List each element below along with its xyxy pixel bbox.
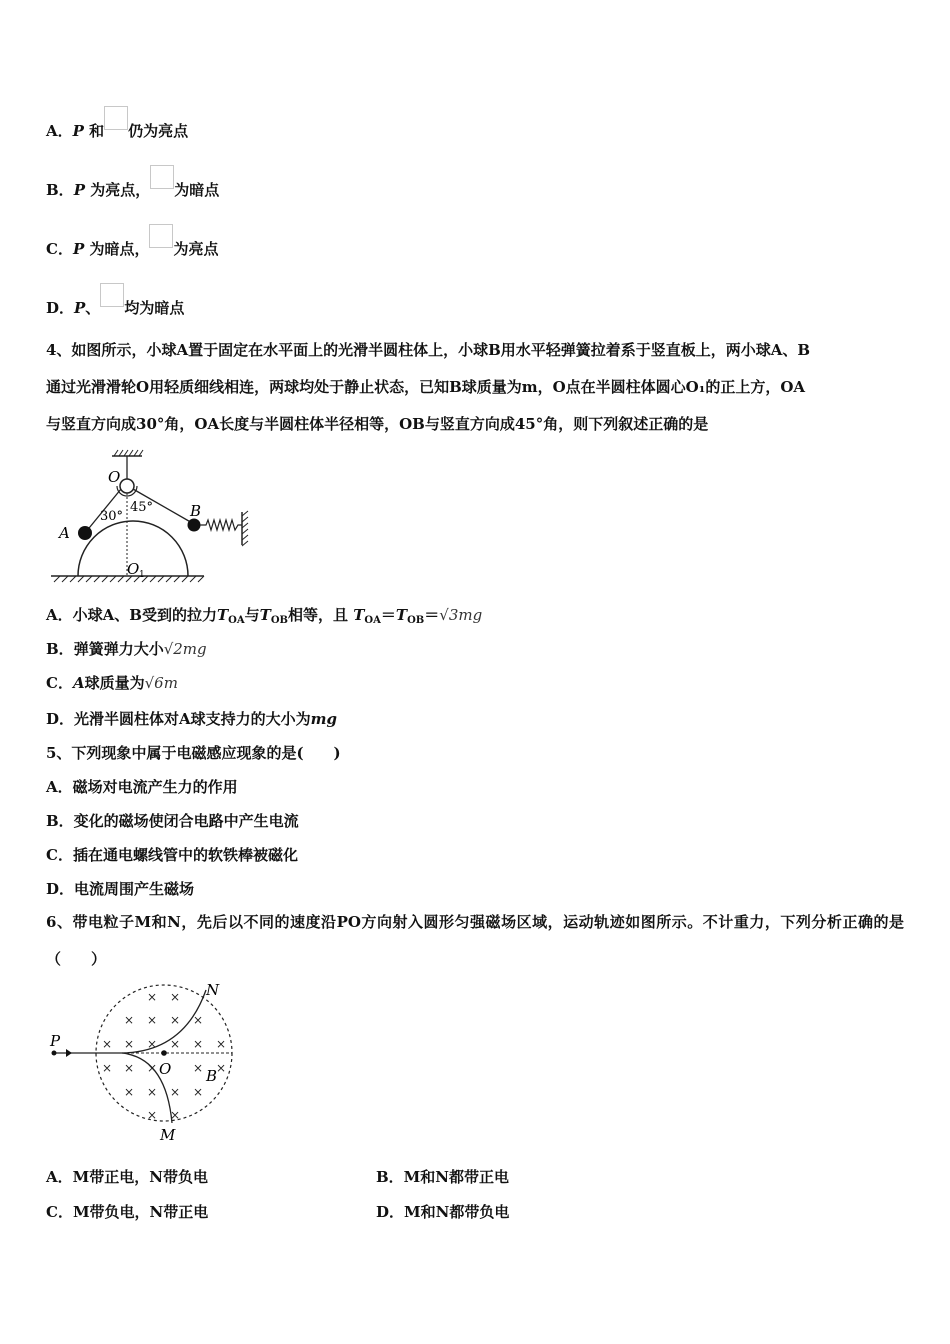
svg-text:×: × xyxy=(193,1061,204,1075)
q6-figure xyxy=(46,978,246,1146)
broken-image-icon xyxy=(104,106,128,130)
label-n: N xyxy=(206,981,220,999)
q6-stem: 6、带电粒子M和N，先后以不同的速度沿PO方向射入圆形匀强磁场区域，运动轨迹如图所示。不计重力，下列分析正确的是（ ） xyxy=(46,913,904,968)
label-o1-sub: 1 xyxy=(139,570,145,580)
svg-text:×: × xyxy=(124,1013,135,1027)
q4-figure xyxy=(46,448,258,593)
label-a: A xyxy=(59,524,70,542)
svg-text:×: × xyxy=(193,1013,204,1027)
svg-text:×: × xyxy=(170,1013,181,1027)
field-crosses xyxy=(102,990,226,1122)
svg-text:×: × xyxy=(170,990,181,1004)
q4-option-c[interactable]: C．A球质量为√6m xyxy=(46,674,178,692)
q5-option-b[interactable]: B．变化的磁场使闭合电路中产生电流 xyxy=(46,812,299,830)
q4-option-a[interactable]: A．小球A、B受到的拉力$T_{OA}$与$T_{OB}$相等，且 $T_{OA}=T_{OB}=√3mg$ xyxy=(46,606,483,626)
svg-text:×: × xyxy=(170,1108,181,1122)
q6-option-a[interactable]: A．M带正电，N带负电 xyxy=(46,1168,208,1186)
q4-stem-line1: 4、如图所示，小球A置于固定在水平面上的光滑半圆柱体上，小球B用水平轻弹簧拉着系于竖直板上，两小球A、B xyxy=(46,341,811,359)
label-m: M xyxy=(160,1126,176,1144)
q3-option-d[interactable]: D．P、 均为暗点 xyxy=(46,291,184,318)
q4-stem-line2: 通过光滑滑轮O用轻质细线相连，两球均处于静止状态，已知B球质量为m，O点在半圆柱体圆心O₁的正上方，OA xyxy=(46,378,806,396)
svg-text:×: × xyxy=(102,1037,113,1051)
svg-text:×: × xyxy=(124,1085,135,1099)
svg-text:×: × xyxy=(147,1085,158,1099)
svg-text:×: × xyxy=(147,1013,158,1027)
svg-text:×: × xyxy=(102,1061,113,1075)
label-p: P xyxy=(50,1032,61,1050)
svg-text:×: × xyxy=(147,1108,158,1122)
svg-text:×: × xyxy=(124,1037,135,1051)
q5-option-d[interactable]: D．电流周围产生磁场 xyxy=(46,880,195,898)
svg-text:×: × xyxy=(216,1061,227,1075)
label-o1: O xyxy=(127,560,140,578)
q3-option-b[interactable]: B．P 为亮点， 为暗点 xyxy=(46,173,219,200)
label-b: B xyxy=(206,1067,218,1085)
q6-option-d[interactable]: D．M和N都带负电 xyxy=(376,1203,510,1221)
broken-image-icon xyxy=(150,165,174,189)
broken-image-icon xyxy=(100,283,124,307)
svg-text:×: × xyxy=(193,1037,204,1051)
broken-image-icon xyxy=(149,224,173,248)
angle-30: 30° xyxy=(100,509,124,524)
q4-option-b[interactable]: B．弹簧弹力大小√2mg xyxy=(46,640,207,658)
svg-text:×: × xyxy=(147,1037,158,1051)
q4-option-d[interactable]: D．光滑半圆柱体对A球支持力的大小为mg xyxy=(46,710,338,728)
svg-text:×: × xyxy=(193,1085,204,1099)
label-o: O xyxy=(108,468,121,486)
angle-45: 45° xyxy=(130,500,154,515)
ball-b xyxy=(188,519,201,532)
svg-text:×: × xyxy=(170,1085,181,1099)
q5-option-c[interactable]: C．插在通电螺线管中的软铁棒被磁化 xyxy=(46,846,298,864)
label-b: B xyxy=(190,502,202,520)
svg-text:×: × xyxy=(170,1037,181,1051)
svg-text:×: × xyxy=(216,1037,227,1051)
q3-option-c[interactable]: C．P 为暗点， 为亮点 xyxy=(46,232,219,259)
svg-text:×: × xyxy=(124,1061,135,1075)
label-o: O xyxy=(159,1060,172,1078)
svg-text:×: × xyxy=(147,990,158,1004)
svg-text:×: × xyxy=(147,1061,158,1075)
q4-stem-line3: 与竖直方向成30°角，OA长度与半圆柱体半径相等，OB与竖直方向成45°角，则下列叙述正确的是 xyxy=(46,415,709,433)
q5-stem: 5、下列现象中属于电磁感应现象的是( ) xyxy=(46,744,341,762)
q6-option-c[interactable]: C．M带负电，N带正电 xyxy=(46,1203,209,1221)
ball-a xyxy=(78,526,92,540)
q3-option-a[interactable]: A．P 和 仍为亮点 xyxy=(46,114,188,141)
q6-option-b[interactable]: B．M和N都带正电 xyxy=(376,1168,509,1186)
q5-option-a[interactable]: A．磁场对电流产生力的作用 xyxy=(46,778,238,796)
